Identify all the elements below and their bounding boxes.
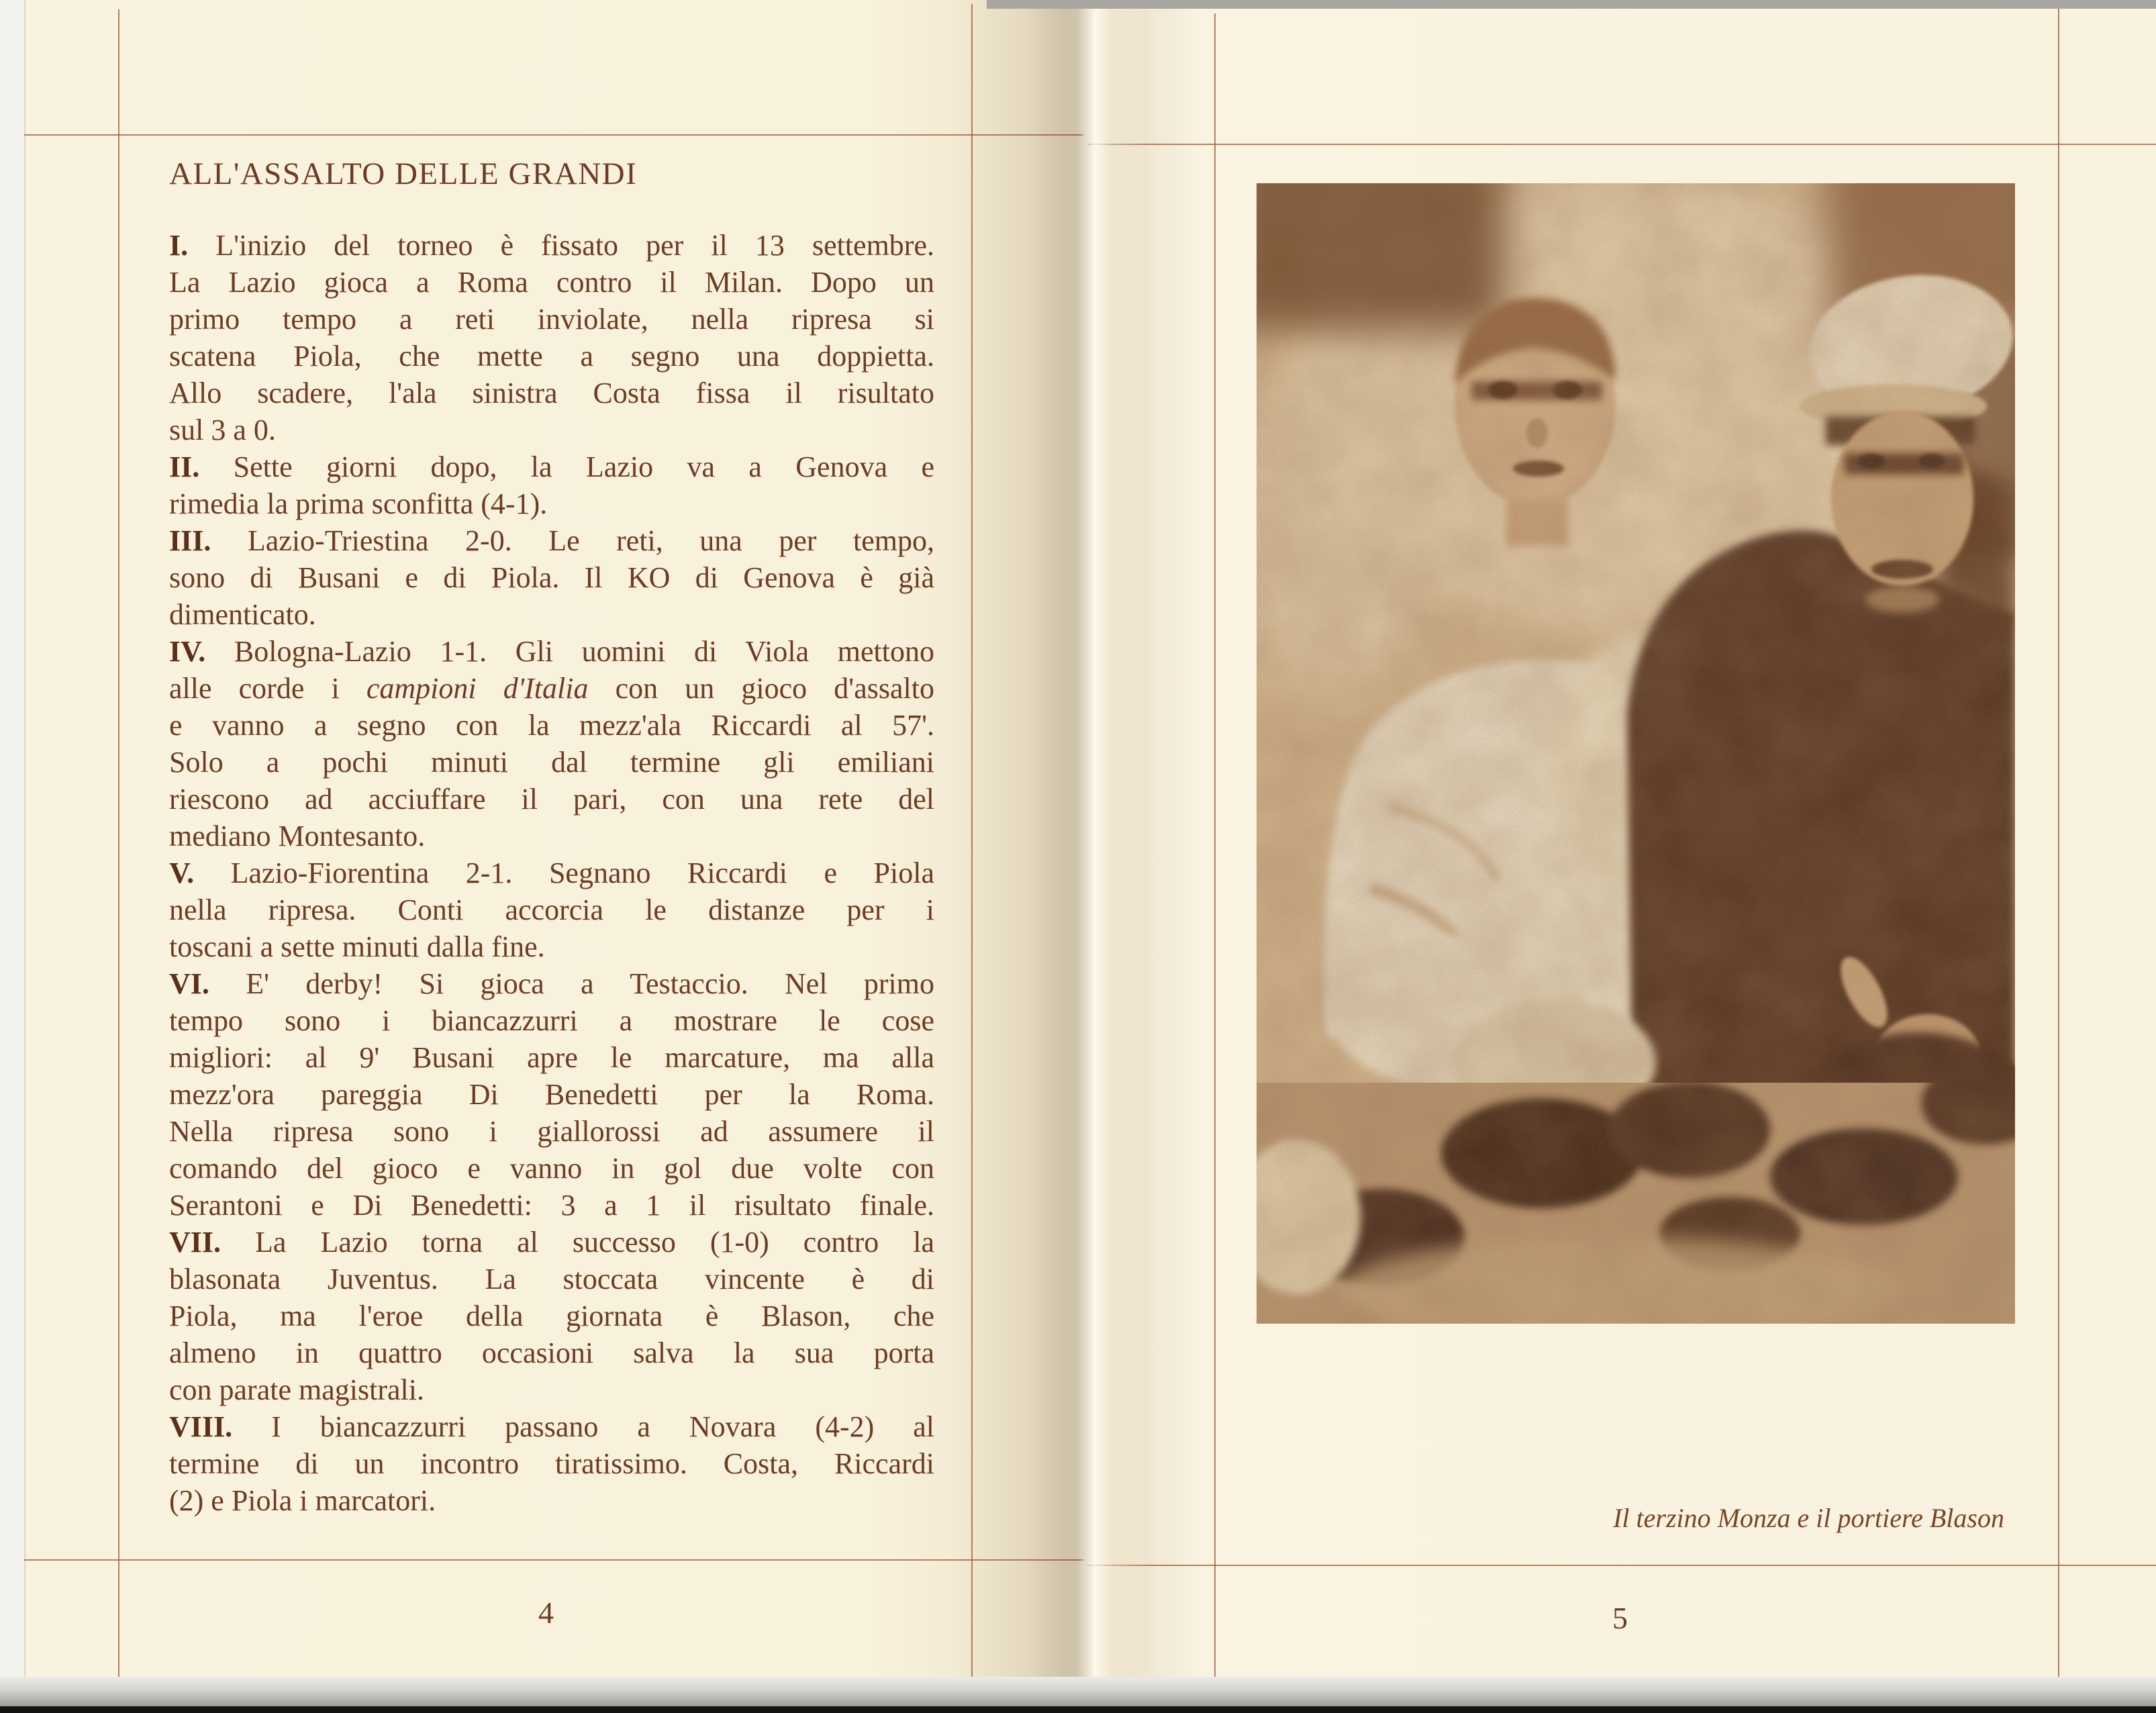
text-line [169, 744, 934, 781]
paragraph-numeral: VII. [169, 1226, 222, 1259]
text-segment: primo tempo a reti inviolate, nella ripresa si [169, 303, 934, 336]
text-line [169, 1002, 934, 1039]
text-segment: Piola, ma l'eroe della giornata è Blason, che [169, 1300, 934, 1332]
text-segment: dimenticato. [169, 598, 316, 631]
text-segment: termine di un incontro tiratissimo. Costa, Riccardi [169, 1447, 934, 1480]
text-line [169, 227, 934, 264]
text-segment: Allo scadere, l'ala sinistra Costa fissa il risultato [169, 377, 934, 409]
text-segment: E' derby! Si gioca a Testaccio. Nel primo [209, 967, 934, 1000]
text-line [169, 375, 934, 411]
text-segment: blasonata Juventus. La stoccata vincente è di [169, 1263, 934, 1295]
margin-rule-right-outer [2058, 7, 2059, 1677]
paragraph-numeral: VIII. [169, 1410, 233, 1443]
paragraph-numeral: II. [169, 450, 200, 483]
text-line [169, 559, 934, 596]
text-segment: riescono ad acciuffare il pari, con una rete del [169, 783, 934, 816]
scanner-band-bottom-black [0, 1706, 2156, 1713]
text-line [169, 854, 934, 891]
text-line [169, 928, 934, 965]
text-segment: Lazio-Fiorentina 2-1. Segnano Riccardi e Piola [194, 857, 934, 889]
paragraph-numeral: IV. [169, 635, 206, 668]
text-line [169, 485, 934, 522]
text-segment: mezz'ora pareggia Di Benedetti per la Roma. [169, 1078, 934, 1111]
scanner-band-bottom [0, 1677, 2156, 1706]
text-line [169, 338, 934, 375]
text-line [169, 1113, 934, 1150]
text-line [169, 1150, 934, 1187]
text-segment: mediano Montesanto. [169, 820, 426, 852]
text-segment: La Lazio torna al successo (1-0) contro la [221, 1226, 934, 1259]
text-line [169, 1445, 934, 1482]
text-segment: nella ripresa. Conti accorcia le distanze per i [169, 893, 934, 926]
text-segment: Nella ripresa sono i giallorossi ad assumere il [169, 1115, 934, 1148]
text-line [169, 670, 934, 707]
text-line [169, 891, 934, 928]
text-line [169, 633, 934, 670]
margin-rule-left-bottom [24, 1559, 1083, 1561]
page-number-right: 5 [1612, 1601, 1628, 1635]
margin-rule-right-top [1087, 144, 2156, 145]
margin-rule-right-inner [1214, 13, 1216, 1677]
paragraph-numeral: I. [169, 229, 189, 262]
text-segment: comando del gioco e vanno in gol due volte con [169, 1152, 934, 1185]
photo-image [1257, 183, 2015, 1324]
text-segment: Lazio-Triestina 2-0. Le reti, una per tempo, [211, 524, 934, 557]
text-segment: Serantoni e Di Benedetti: 3 a 1 il risultato finale. [169, 1189, 934, 1222]
text-line [169, 1039, 934, 1076]
text-segment: Solo a pochi minuti dal termine gli emiliani [169, 746, 934, 779]
text-segment: con un gioco d'assalto [588, 672, 934, 705]
text-line [169, 1371, 934, 1408]
text-segment: Bologna-Lazio 1-1. Gli uomini di Viola mettono [205, 635, 934, 668]
margin-rule-right-bottom [1087, 1565, 2156, 1566]
text-segment: La Lazio gioca a Roma contro il Milan. Dopo un [169, 266, 934, 299]
margin-rule-left-inner [971, 4, 973, 1678]
text-line [169, 448, 934, 485]
italic-phrase: campioni d'Italia [366, 672, 589, 705]
text-line [169, 1298, 934, 1334]
text-line [169, 1224, 934, 1261]
margin-rule-left-top [24, 134, 1083, 136]
text-segment: con parate magistrali. [169, 1373, 424, 1406]
text-segment: rimedia la prima sconfitta (4-1). [169, 487, 548, 520]
paragraph-numeral: V. [169, 857, 195, 889]
photo-monza-blason [1257, 183, 2015, 1324]
scanner-band-top [987, 0, 2156, 9]
text-line [169, 818, 934, 854]
text-segment: sono di Busani e di Piola. Il KO di Genova è già [169, 561, 934, 594]
paragraph-numeral: VI. [169, 967, 209, 1000]
text-line [169, 1076, 934, 1113]
text-line [169, 1187, 934, 1224]
text-line [169, 522, 934, 559]
text-line [169, 707, 934, 744]
text-line [169, 596, 934, 633]
text-segment: e vanno a segno con la mezz'ala Riccardi al 57'. [169, 709, 934, 742]
text-segment: (2) e Piola i marcatori. [169, 1484, 436, 1517]
text-segment: Sette giorni dopo, la Lazio va a Genova e [199, 450, 934, 483]
page-title: ALL'ASSALTO DELLE GRANDI [169, 156, 638, 191]
text-segment: L'inizio del torneo è fissato per il 13 settembre. [188, 229, 934, 262]
body-text [169, 227, 934, 1519]
photo-caption: Il terzino Monza e il portiere Blason [1613, 1503, 2004, 1533]
text-line [169, 264, 934, 301]
text-segment: scatena Piola, che mette a segno una doppietta. [169, 340, 934, 373]
text-line [169, 1261, 934, 1298]
margin-rule-left-outer [118, 9, 119, 1678]
text-line [169, 1334, 934, 1371]
text-segment: sul 3 a 0. [169, 413, 276, 446]
text-line [169, 411, 934, 448]
text-line [169, 1408, 934, 1445]
text-line [169, 965, 934, 1002]
text-segment: I biancazzurri passano a Novara (4-2) al [232, 1410, 934, 1443]
text-line [169, 301, 934, 338]
text-line [169, 781, 934, 818]
text-segment: tempo sono i biancazzurri a mostrare le cose [169, 1004, 934, 1037]
page-number-left: 4 [538, 1596, 554, 1630]
text-line [169, 1482, 934, 1519]
paragraph-numeral: III. [169, 524, 211, 557]
text-segment: migliori: al 9' Busani apre le marcature, ma alla [169, 1041, 934, 1074]
text-segment: toscani a sette minuti dalla fine. [169, 930, 545, 963]
text-segment: almeno in quattro occasioni salva la sua porta [169, 1336, 934, 1369]
text-segment: alle corde i [169, 672, 366, 705]
